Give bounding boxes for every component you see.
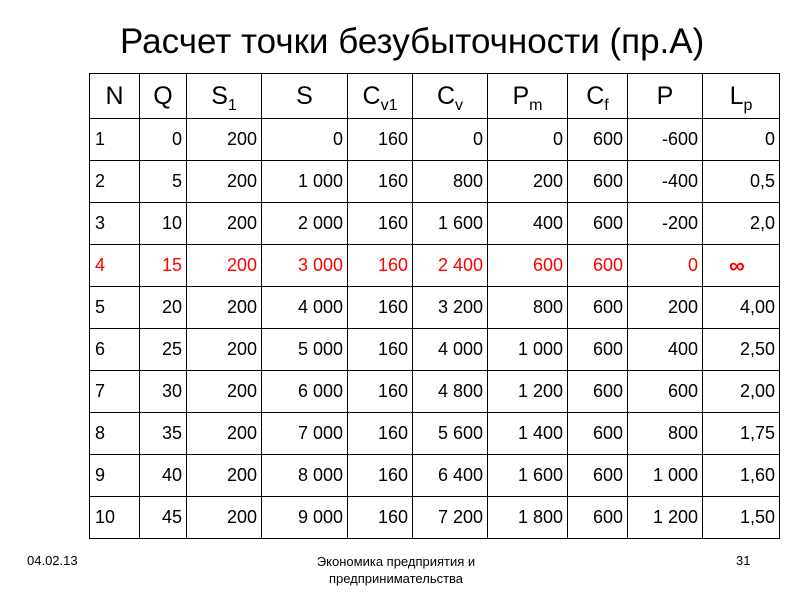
cell-q: 30	[140, 371, 187, 413]
column-header-subscript: 1	[227, 96, 237, 114]
column-header-cv1	[348, 74, 413, 119]
cell-p: -200	[628, 203, 703, 245]
cell-s1: 200	[187, 287, 262, 329]
cell-cf: 600	[568, 203, 628, 245]
cell-cv: 0	[413, 119, 488, 161]
column-header-n	[90, 74, 140, 119]
cell-cv1: 160	[348, 371, 413, 413]
table-row	[90, 161, 780, 203]
cell-cv1: 160	[348, 329, 413, 371]
cell-s1: 200	[187, 455, 262, 497]
cell-pm: 1 600	[488, 455, 568, 497]
cell-cv1: 160	[348, 287, 413, 329]
table-header-row	[90, 74, 780, 119]
cell-cv: 4 000	[413, 329, 488, 371]
cell-lp: ∞	[703, 245, 780, 287]
cell-p: 800	[628, 413, 703, 455]
cell-n: 3	[90, 203, 140, 245]
cell-s1: 200	[187, 161, 262, 203]
cell-s: 4 000	[262, 287, 348, 329]
cell-n: 2	[90, 161, 140, 203]
cell-p: 200	[628, 287, 703, 329]
cell-cv1: 160	[348, 413, 413, 455]
column-header-cv	[413, 74, 488, 119]
cell-q: 20	[140, 287, 187, 329]
cell-p: 600	[628, 371, 703, 413]
column-header-s1	[187, 74, 262, 119]
cell-cv1: 160	[348, 203, 413, 245]
cell-s: 5 000	[262, 329, 348, 371]
cell-pm: 600	[488, 245, 568, 287]
cell-n: 6	[90, 329, 140, 371]
cell-cf: 600	[568, 161, 628, 203]
cell-cf: 600	[568, 245, 628, 287]
cell-cv: 5 600	[413, 413, 488, 455]
column-header-q	[140, 74, 187, 119]
cell-pm: 1 200	[488, 371, 568, 413]
cell-s: 2 000	[262, 203, 348, 245]
cell-p: -600	[628, 119, 703, 161]
column-header-label: P	[512, 81, 530, 110]
cell-s: 9 000	[262, 497, 348, 539]
cell-q: 35	[140, 413, 187, 455]
cell-cv1: 160	[348, 497, 413, 539]
cell-n: 9	[90, 455, 140, 497]
cell-s1: 200	[187, 329, 262, 371]
cell-pm: 400	[488, 203, 568, 245]
cell-cv: 4 800	[413, 371, 488, 413]
table-row	[90, 413, 780, 455]
cell-s1: 200	[187, 119, 262, 161]
cell-s1: 200	[187, 497, 262, 539]
cell-s: 1 000	[262, 161, 348, 203]
cell-q: 10	[140, 203, 187, 245]
cell-q: 40	[140, 455, 187, 497]
column-header-label: C	[362, 81, 381, 110]
cell-cv1: 160	[348, 119, 413, 161]
footer-date: 04.02.13	[27, 553, 78, 568]
cell-p: 400	[628, 329, 703, 371]
cell-q: 5	[140, 161, 187, 203]
breakeven-table	[89, 73, 780, 539]
column-header-subscript: m	[529, 96, 543, 114]
column-header-label: P	[656, 81, 674, 110]
cell-s: 3 000	[262, 245, 348, 287]
cell-n: 5	[90, 287, 140, 329]
cell-n: 1	[90, 119, 140, 161]
cell-lp: 1,75	[703, 413, 780, 455]
column-header-label: Q	[153, 81, 173, 110]
cell-s: 7 000	[262, 413, 348, 455]
cell-pm: 1 400	[488, 413, 568, 455]
cell-lp: 2,00	[703, 371, 780, 413]
cell-pm: 800	[488, 287, 568, 329]
cell-lp: 2,0	[703, 203, 780, 245]
column-header-subscript: f	[604, 96, 609, 114]
cell-pm: 200	[488, 161, 568, 203]
cell-s1: 200	[187, 245, 262, 287]
cell-cv: 2 400	[413, 245, 488, 287]
column-header-s	[262, 74, 348, 119]
column-header-label: C	[586, 81, 605, 110]
column-header-lp	[703, 74, 780, 119]
cell-cf: 600	[568, 413, 628, 455]
cell-cf: 600	[568, 371, 628, 413]
column-header-label: S	[211, 81, 228, 110]
column-header-label: L	[729, 81, 744, 110]
table-row	[90, 329, 780, 371]
cell-cf: 600	[568, 497, 628, 539]
cell-p: 1 000	[628, 455, 703, 497]
cell-cv: 6 400	[413, 455, 488, 497]
cell-s: 6 000	[262, 371, 348, 413]
cell-cv1: 160	[348, 245, 413, 287]
cell-q: 0	[140, 119, 187, 161]
cell-cf: 600	[568, 329, 628, 371]
cell-cf: 600	[568, 119, 628, 161]
cell-n: 8	[90, 413, 140, 455]
table-body	[90, 119, 780, 539]
slide-title: Расчет точки безубыточности (пр.А)	[120, 22, 705, 61]
table-row	[90, 497, 780, 539]
cell-cv1: 160	[348, 455, 413, 497]
cell-p: -400	[628, 161, 703, 203]
cell-q: 25	[140, 329, 187, 371]
cell-lp: 1,60	[703, 455, 780, 497]
cell-lp: 2,50	[703, 329, 780, 371]
cell-lp: 1,50	[703, 497, 780, 539]
column-header-cf	[568, 74, 628, 119]
table-row	[90, 455, 780, 497]
cell-q: 45	[140, 497, 187, 539]
table-row	[90, 203, 780, 245]
cell-cv: 7 200	[413, 497, 488, 539]
cell-n: 4	[90, 245, 140, 287]
cell-p: 0	[628, 245, 703, 287]
column-header-p	[628, 74, 703, 119]
cell-q: 15	[140, 245, 187, 287]
table-row	[90, 371, 780, 413]
cell-cv: 800	[413, 161, 488, 203]
cell-pm: 0	[488, 119, 568, 161]
cell-pm: 1 000	[488, 329, 568, 371]
cell-cf: 600	[568, 455, 628, 497]
cell-n: 10	[90, 497, 140, 539]
cell-s1: 200	[187, 413, 262, 455]
cell-s: 0	[262, 119, 348, 161]
footer-page-number: 31	[736, 553, 751, 568]
cell-s: 8 000	[262, 455, 348, 497]
cell-cf: 600	[568, 287, 628, 329]
cell-lp: 0	[703, 119, 780, 161]
column-header-subscript: v	[455, 96, 464, 114]
column-header-subscript: p	[743, 96, 753, 114]
table-row	[90, 287, 780, 329]
column-header-subscript: v1	[380, 96, 398, 114]
table-row-breakeven	[90, 245, 780, 287]
cell-cv1: 160	[348, 161, 413, 203]
cell-cv: 1 600	[413, 203, 488, 245]
cell-n: 7	[90, 371, 140, 413]
column-header-label: N	[105, 81, 124, 110]
cell-lp: 0,5	[703, 161, 780, 203]
column-header-label: S	[296, 81, 313, 110]
cell-pm: 1 800	[488, 497, 568, 539]
column-header-label: C	[436, 81, 456, 110]
cell-s1: 200	[187, 203, 262, 245]
cell-p: 1 200	[628, 497, 703, 539]
cell-cv: 3 200	[413, 287, 488, 329]
table-row	[90, 119, 780, 161]
cell-s1: 200	[187, 371, 262, 413]
cell-lp: 4,00	[703, 287, 780, 329]
column-header-pm	[488, 74, 568, 119]
footer-course-title: Экономика предприятия и предпринимательства	[316, 554, 476, 586]
